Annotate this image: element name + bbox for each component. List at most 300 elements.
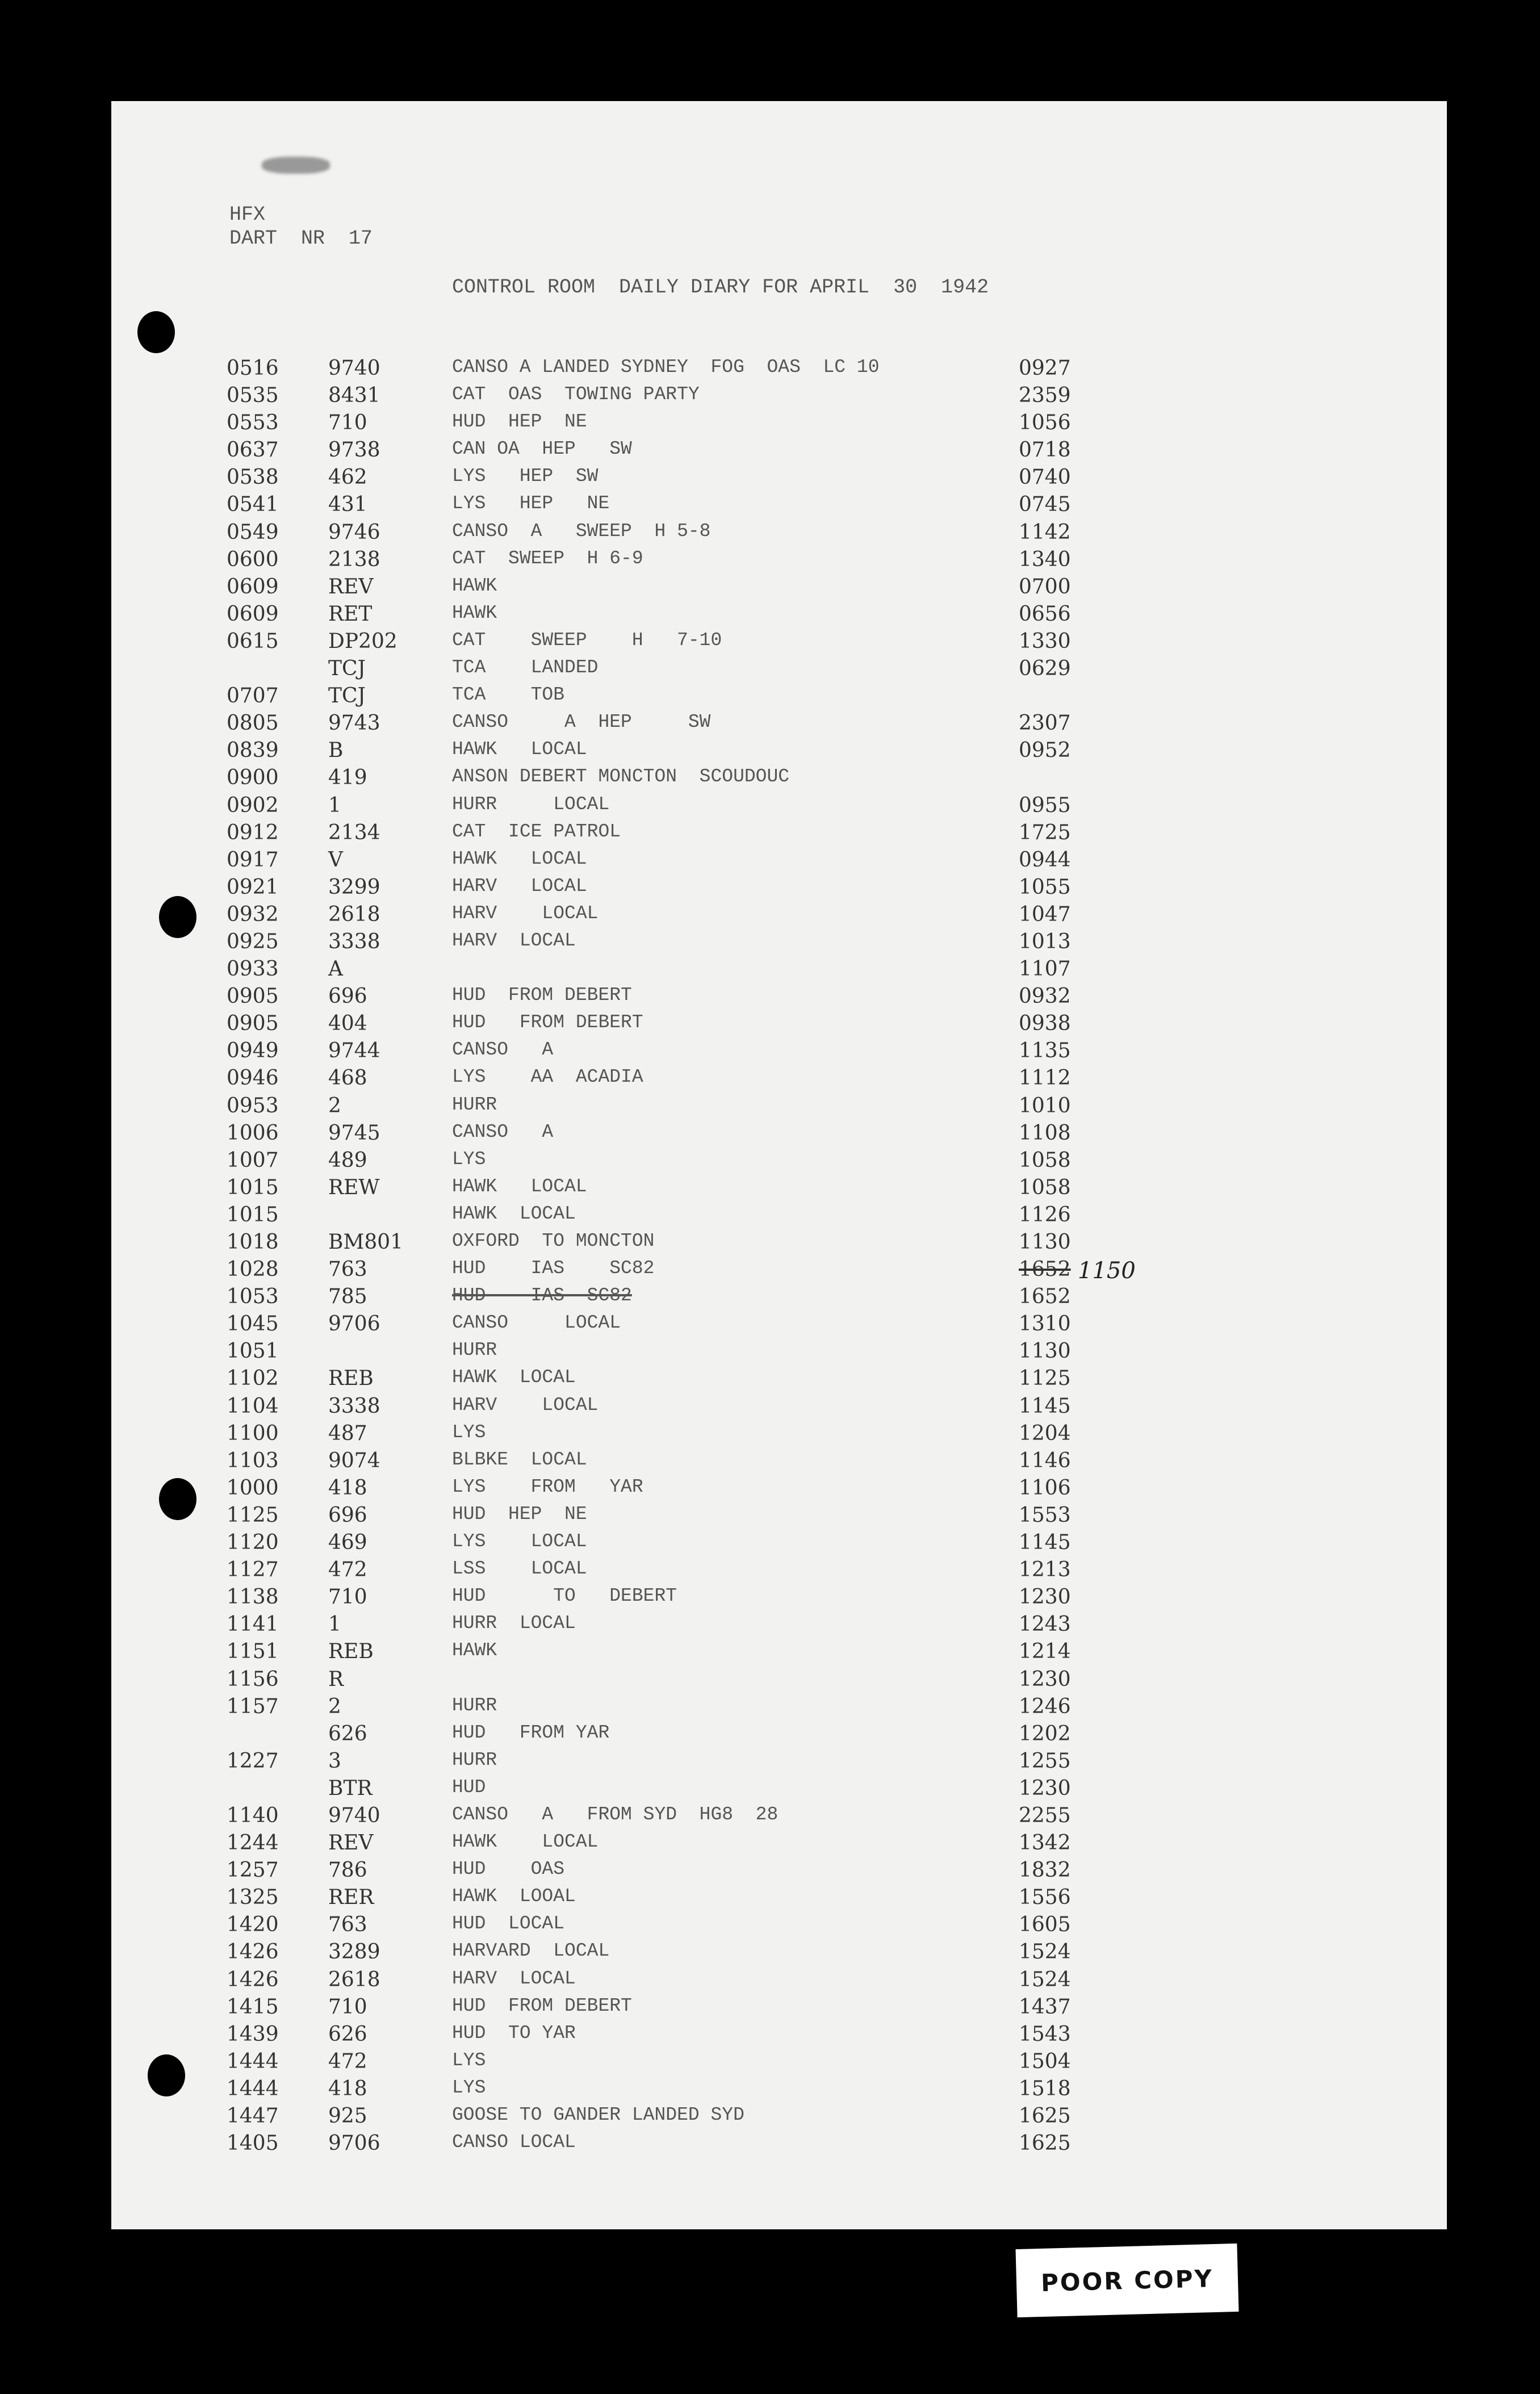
diary-row (111, 438, 1447, 466)
diary-row (111, 794, 1447, 821)
header-station: HFX (229, 203, 266, 226)
diary-row (111, 766, 1447, 793)
entry-time: 1426 (227, 1968, 279, 1991)
handwritten-correction: 1150 (1078, 1258, 1136, 1284)
entry-end-time: 1543 (1019, 2022, 1071, 2046)
diary-row (111, 985, 1447, 1012)
entry-end-time: 1058 (1019, 1175, 1071, 1199)
aircraft-code: REV (328, 575, 374, 598)
aircraft-code: 785 (328, 1285, 367, 1309)
entry-end-time: 1652 (1019, 1258, 1071, 1282)
entry-description: CANSO LOCAL (452, 1312, 621, 1334)
entry-description: LYS (452, 2077, 486, 2098)
diary-row (111, 2077, 1447, 2104)
entry-description: CAT ICE PATROL (452, 821, 621, 842)
entry-end-time: 1518 (1019, 2077, 1071, 2100)
entry-time: 1244 (227, 1831, 279, 1855)
entry-time: 1006 (227, 1121, 279, 1145)
aircraft-code: 626 (328, 2022, 367, 2046)
diary-row (111, 1804, 1447, 1831)
entry-time: 1018 (227, 1231, 279, 1254)
entry-end-time: 1625 (1019, 2104, 1071, 2128)
entry-description: HUD IAS SC82 (452, 1258, 655, 1279)
diary-row (111, 1913, 1447, 1940)
diary-row (111, 493, 1447, 520)
diary-row (111, 2050, 1447, 2077)
diary-row (111, 1722, 1447, 1750)
aircraft-code: RER (328, 1886, 374, 1910)
entry-end-time: 1112 (1019, 1066, 1071, 1090)
aircraft-code: 9706 (328, 1312, 380, 1336)
aircraft-code: 9706 (328, 2132, 380, 2156)
entry-description: HAWK LOCAL (452, 1831, 599, 1853)
aircraft-code: 2 (328, 1694, 341, 1718)
entry-time: 0932 (227, 902, 279, 926)
aircraft-code: 9740 (328, 357, 380, 380)
aircraft-code: 9074 (328, 1449, 380, 1472)
aircraft-code: REV (328, 1831, 374, 1855)
entry-description: HAWK (452, 575, 497, 596)
entry-time: 0953 (227, 1094, 279, 1118)
diary-row (111, 903, 1447, 930)
aircraft-code: REW (328, 1175, 380, 1199)
diary-row (111, 1476, 1447, 1504)
entry-description: HUD FROM DEBERT (452, 985, 632, 1006)
aircraft-code: 404 (328, 1012, 367, 1036)
entry-end-time: 0927 (1019, 357, 1071, 380)
aircraft-code: 418 (328, 2077, 367, 2100)
entry-description: LYS HEP SW (452, 466, 599, 487)
entry-description: HUD IAS SC82 (452, 1285, 632, 1307)
entry-end-time: 1142 (1019, 520, 1071, 544)
entry-time: 0549 (227, 520, 279, 544)
entry-time: 1120 (227, 1531, 279, 1555)
entry-description: HAWK (452, 1640, 497, 1661)
entry-time: 0516 (227, 357, 279, 380)
diary-row (111, 1312, 1447, 1340)
entry-time: 1227 (227, 1749, 279, 1773)
entry-description: HAWK LOOAL (452, 1886, 576, 1907)
entry-description: GOOSE TO GANDER LANDED SYD (452, 2104, 744, 2125)
entry-time: 0905 (227, 1012, 279, 1036)
aircraft-code: 2618 (328, 902, 380, 926)
entry-description: HUD FROM YAR (452, 1722, 610, 1743)
entry-description: HURR LOCAL (452, 1613, 576, 1634)
diary-row (111, 357, 1447, 384)
entry-description: HAWK (452, 602, 497, 623)
entry-description: HARV LOCAL (452, 875, 587, 897)
entry-time: 1104 (227, 1394, 279, 1418)
header-dart-number: DART NR 17 (229, 227, 373, 250)
entry-description: HAWK LOCAL (452, 848, 587, 869)
aircraft-code: 472 (328, 1558, 367, 1582)
diary-row (111, 1668, 1447, 1695)
entry-time: 1257 (227, 1859, 279, 1882)
entry-end-time: 1106 (1019, 1476, 1071, 1500)
entry-end-time: 1056 (1019, 411, 1071, 435)
diary-row (111, 575, 1447, 602)
entry-time: 0902 (227, 793, 279, 817)
diary-row (111, 1149, 1447, 1176)
entry-description: LSS LOCAL (452, 1558, 587, 1580)
entry-time: 1444 (227, 2077, 279, 2100)
entry-time: 0535 (227, 384, 279, 408)
entry-end-time: 1524 (1019, 1968, 1071, 1991)
aircraft-code: 1 (328, 793, 341, 817)
entry-description: HAWK LOCAL (452, 1367, 576, 1388)
entry-end-time: 0700 (1019, 575, 1071, 598)
entry-description: CANSO A (452, 1039, 554, 1061)
diary-row (111, 2023, 1447, 2050)
diary-row (111, 1968, 1447, 1995)
entry-end-time: 1146 (1019, 1449, 1071, 1472)
aircraft-code: 1 (328, 1613, 341, 1637)
aircraft-code: 419 (328, 766, 367, 790)
aircraft-code: B (328, 739, 344, 763)
entry-end-time: 0932 (1019, 985, 1071, 1008)
page-title: CONTROL ROOM DAILY DIARY FOR APRIL 30 1942 (452, 276, 989, 299)
aircraft-code: 431 (328, 493, 367, 517)
entry-time: 1426 (227, 1940, 279, 1964)
entry-description: HUD HEP NE (452, 411, 587, 433)
entry-end-time: 1625 (1019, 2132, 1071, 2156)
entry-time: 1415 (227, 1995, 279, 2019)
entry-time: 1447 (227, 2104, 279, 2128)
entry-time: 1028 (227, 1258, 279, 1282)
entry-description: HUD FROM DEBERT (452, 1012, 643, 1033)
punch-hole (137, 311, 175, 353)
diary-row (111, 1094, 1447, 1121)
diary-row (111, 1531, 1447, 1558)
diary-row (111, 1613, 1447, 1640)
diary-row (111, 1066, 1447, 1094)
entry-end-time: 1047 (1019, 902, 1071, 926)
entry-end-time: 1230 (1019, 1585, 1071, 1609)
entry-description: HAWK LOCAL (452, 1203, 576, 1224)
diary-row (111, 548, 1447, 575)
entry-end-time: 1013 (1019, 930, 1071, 953)
entry-end-time: 1135 (1019, 1039, 1071, 1063)
entry-time: 0805 (227, 711, 279, 735)
aircraft-code: DP202 (328, 629, 397, 653)
entry-end-time: 1832 (1019, 1859, 1071, 1882)
diary-row (111, 1203, 1447, 1231)
entry-description: LYS AA ACADIA (452, 1066, 643, 1088)
diary-row (111, 1940, 1447, 1968)
diary-row (111, 821, 1447, 848)
aircraft-code: 472 (328, 2049, 367, 2073)
entry-end-time: 1107 (1019, 957, 1071, 981)
entry-time: 1325 (227, 1886, 279, 1910)
entry-description: HUD (452, 1776, 486, 1798)
entry-end-time: 1725 (1019, 821, 1071, 844)
entry-description: LYS FROM YAR (452, 1476, 643, 1497)
entry-description: HURR (452, 1094, 497, 1115)
entry-end-time: 2307 (1019, 711, 1071, 735)
aircraft-code: 626 (328, 1722, 367, 1746)
entry-end-time: 1504 (1019, 2049, 1071, 2073)
aircraft-code: 3289 (328, 1940, 380, 1964)
entry-time: 0949 (227, 1039, 279, 1063)
aircraft-code: 3338 (328, 1394, 380, 1418)
aircraft-code: RET (328, 602, 373, 626)
entry-end-time: 1310 (1019, 1312, 1071, 1336)
poor-copy-stamp (1015, 2244, 1238, 2317)
diary-row (111, 848, 1447, 876)
entry-end-time: 1652 (1019, 1285, 1071, 1309)
diary-row (111, 2132, 1447, 2159)
entry-description: LYS HEP NE (452, 493, 610, 514)
entry-time: 0553 (227, 411, 279, 435)
entry-end-time: 1553 (1019, 1503, 1071, 1527)
diary-row (111, 739, 1447, 766)
aircraft-code: 2134 (328, 821, 380, 844)
aircraft-code: TCJ (328, 684, 366, 708)
diary-row (111, 930, 1447, 957)
entry-end-time: 0944 (1019, 848, 1071, 872)
diary-row (111, 1012, 1447, 1039)
aircraft-code: 487 (328, 1421, 367, 1445)
aircraft-code: A (328, 957, 343, 981)
entry-description: HARV LOCAL (452, 1968, 576, 1989)
entry-description: CANSO LOCAL (452, 2132, 576, 2153)
entry-time: 0615 (227, 629, 279, 653)
aircraft-code: REB (328, 1367, 374, 1391)
diary-row (111, 957, 1447, 985)
entry-time: 0933 (227, 957, 279, 981)
entry-end-time: 1230 (1019, 1667, 1071, 1691)
diary-row (111, 1395, 1447, 1422)
diary-row (111, 1558, 1447, 1585)
entry-description: CAT SWEEP H 7-10 (452, 629, 722, 651)
aircraft-code: 925 (328, 2104, 367, 2128)
entry-description: CANSO A (452, 1121, 554, 1142)
entry-end-time: 0955 (1019, 793, 1071, 817)
entry-end-time: 1255 (1019, 1749, 1071, 1773)
diary-row (111, 630, 1447, 657)
entry-time: 0946 (227, 1066, 279, 1090)
entry-description: CANSO A SWEEP H 5-8 (452, 520, 711, 542)
diary-row (111, 1422, 1447, 1449)
entry-time: 1444 (227, 2049, 279, 2073)
entry-end-time: 1524 (1019, 1940, 1071, 1964)
entry-end-time: 0718 (1019, 438, 1071, 462)
entry-end-time: 1204 (1019, 1421, 1071, 1445)
entry-time: 0900 (227, 766, 279, 790)
diary-row (111, 657, 1447, 684)
entry-time: 0637 (227, 438, 279, 462)
entry-time: 1007 (227, 1148, 279, 1172)
entry-description: HURR (452, 1694, 497, 1716)
aircraft-code: 9738 (328, 438, 380, 462)
entry-time: 0921 (227, 875, 279, 899)
aircraft-code: 710 (328, 1585, 367, 1609)
ink-smudge (262, 157, 330, 174)
entry-description: LYS LOCAL (452, 1531, 587, 1552)
entry-time: 0600 (227, 547, 279, 571)
entry-description: HUD OAS (452, 1859, 565, 1880)
aircraft-code: 469 (328, 1531, 367, 1555)
entry-time: 1102 (227, 1367, 279, 1391)
entry-end-time: 1108 (1019, 1121, 1071, 1145)
entry-time: 1141 (227, 1613, 279, 1637)
diary-row (111, 1886, 1447, 1913)
aircraft-code: 9744 (328, 1039, 380, 1063)
entry-description: CAN OA HEP SW (452, 438, 632, 460)
entry-end-time: 1130 (1019, 1340, 1071, 1363)
entry-description: HARV LOCAL (452, 1394, 599, 1416)
diary-row (111, 1859, 1447, 1886)
aircraft-code: BTR (328, 1776, 373, 1800)
diary-row (111, 466, 1447, 493)
entry-time: 1000 (227, 1476, 279, 1500)
entry-end-time: 2359 (1019, 384, 1071, 408)
aircraft-code: 418 (328, 1476, 367, 1500)
entry-time: 0912 (227, 821, 279, 844)
entry-time: 0925 (227, 930, 279, 953)
entry-description: HARV LOCAL (452, 902, 599, 924)
aircraft-code: 489 (328, 1148, 367, 1172)
entry-time: 1100 (227, 1421, 279, 1445)
entry-description: HUD TO YAR (452, 2022, 576, 2044)
entry-description: HAWK LOCAL (452, 739, 587, 760)
entry-description: HAWK LOCAL (452, 1175, 587, 1197)
entry-description: HURR (452, 1340, 497, 1361)
aircraft-code: 462 (328, 466, 367, 489)
entry-end-time: 0740 (1019, 466, 1071, 489)
diary-row (111, 1449, 1447, 1476)
diary-row (111, 1777, 1447, 1804)
entry-description: OXFORD TO MONCTON (452, 1231, 655, 1252)
entry-description: CANSO A LANDED SYDNEY FOG OAS LC 10 (452, 357, 880, 378)
entry-end-time: 1556 (1019, 1886, 1071, 1910)
entry-end-time: 0656 (1019, 602, 1071, 626)
entry-end-time: 1145 (1019, 1531, 1071, 1555)
entry-description: HARV LOCAL (452, 930, 576, 951)
entry-time: 0609 (227, 575, 279, 598)
entry-description: HUD TO DEBERT (452, 1585, 677, 1607)
entry-time: 1015 (227, 1203, 279, 1227)
entry-description: HUD HEP NE (452, 1503, 587, 1525)
aircraft-code: 9743 (328, 711, 380, 735)
entry-end-time: 0938 (1019, 1012, 1071, 1036)
aircraft-code: 9740 (328, 1803, 380, 1827)
aircraft-code: 2 (328, 1094, 341, 1118)
entry-description: LYS (452, 1421, 486, 1443)
entry-description: HURR LOCAL (452, 793, 610, 815)
entry-time: 0538 (227, 466, 279, 489)
entry-time: 1156 (227, 1667, 279, 1691)
diary-row (111, 1585, 1447, 1613)
aircraft-code: TCJ (328, 657, 366, 681)
entry-time: 0917 (227, 848, 279, 872)
aircraft-code: 3 (328, 1749, 341, 1773)
entry-time: 1420 (227, 1913, 279, 1937)
aircraft-code: 468 (328, 1066, 367, 1090)
diary-row (111, 1695, 1447, 1722)
aircraft-code: 9746 (328, 520, 380, 544)
diary-row (111, 1340, 1447, 1367)
diary-row (111, 684, 1447, 711)
aircraft-code: 3338 (328, 930, 380, 953)
entry-description: HUD LOCAL (452, 1913, 565, 1935)
entry-description: HUD FROM DEBERT (452, 1995, 632, 2016)
diary-row (111, 1121, 1447, 1149)
aircraft-code: 2138 (328, 547, 380, 571)
entry-end-time: 1230 (1019, 1776, 1071, 1800)
aircraft-code: 786 (328, 1859, 367, 1882)
entry-description: CANSO A HEP SW (452, 711, 711, 733)
entry-time: 1051 (227, 1340, 279, 1363)
aircraft-code: 3299 (328, 875, 380, 899)
entry-time: 0609 (227, 602, 279, 626)
entry-time: 0839 (227, 739, 279, 763)
stamp-label: POOR COPY (1040, 2264, 1214, 2297)
diary-row (111, 1258, 1447, 1285)
entry-end-time: 1243 (1019, 1613, 1071, 1637)
diary-row (111, 1995, 1447, 2023)
aircraft-code: 696 (328, 1503, 367, 1527)
entry-description: ANSON DEBERT MONCTON SCOUDOUC (452, 766, 790, 788)
diary-row (111, 876, 1447, 903)
entry-end-time: 1330 (1019, 629, 1071, 653)
diary-row (111, 602, 1447, 630)
entry-time: 1439 (227, 2022, 279, 2046)
entry-description: HARVARD LOCAL (452, 1940, 610, 1962)
entry-end-time: 1605 (1019, 1913, 1071, 1937)
entry-description: TCA LANDED (452, 657, 599, 679)
aircraft-code: 2618 (328, 1968, 380, 1991)
aircraft-code: 9745 (328, 1121, 380, 1145)
entry-time: 1138 (227, 1585, 279, 1609)
entry-time: 1405 (227, 2132, 279, 2156)
entry-end-time: 1010 (1019, 1094, 1071, 1118)
aircraft-code: BM801 (328, 1231, 404, 1254)
document-page (111, 101, 1447, 2229)
aircraft-code: 763 (328, 1913, 367, 1937)
entry-end-time: 1246 (1019, 1694, 1071, 1718)
aircraft-code: 710 (328, 1995, 367, 2019)
diary-row (111, 521, 1447, 548)
entry-time: 1125 (227, 1503, 279, 1527)
diary-row (111, 1750, 1447, 1777)
entry-description: LYS (452, 1148, 486, 1170)
entry-description: CAT SWEEP H 6-9 (452, 547, 643, 569)
entry-end-time: 1342 (1019, 1831, 1071, 1855)
diary-row (111, 384, 1447, 411)
entry-time: 1053 (227, 1285, 279, 1309)
entry-time: 1157 (227, 1694, 279, 1718)
entry-end-time: 1213 (1019, 1558, 1071, 1582)
entry-end-time: 1055 (1019, 875, 1071, 899)
aircraft-code: 8431 (328, 384, 380, 408)
diary-entries (111, 357, 1447, 2159)
aircraft-code: V (328, 848, 343, 872)
entry-time: 1015 (227, 1175, 279, 1199)
entry-end-time: 1214 (1019, 1640, 1071, 1664)
entry-end-time: 0952 (1019, 739, 1071, 763)
entry-end-time: 1058 (1019, 1148, 1071, 1172)
diary-row (111, 411, 1447, 438)
diary-row (111, 1640, 1447, 1667)
entry-time: 0707 (227, 684, 279, 708)
diary-row (111, 1367, 1447, 1394)
entry-end-time: 0629 (1019, 657, 1071, 681)
aircraft-code: 710 (328, 411, 367, 435)
entry-end-time: 1340 (1019, 547, 1071, 571)
diary-row (111, 1231, 1447, 1258)
diary-row (111, 1831, 1447, 1859)
